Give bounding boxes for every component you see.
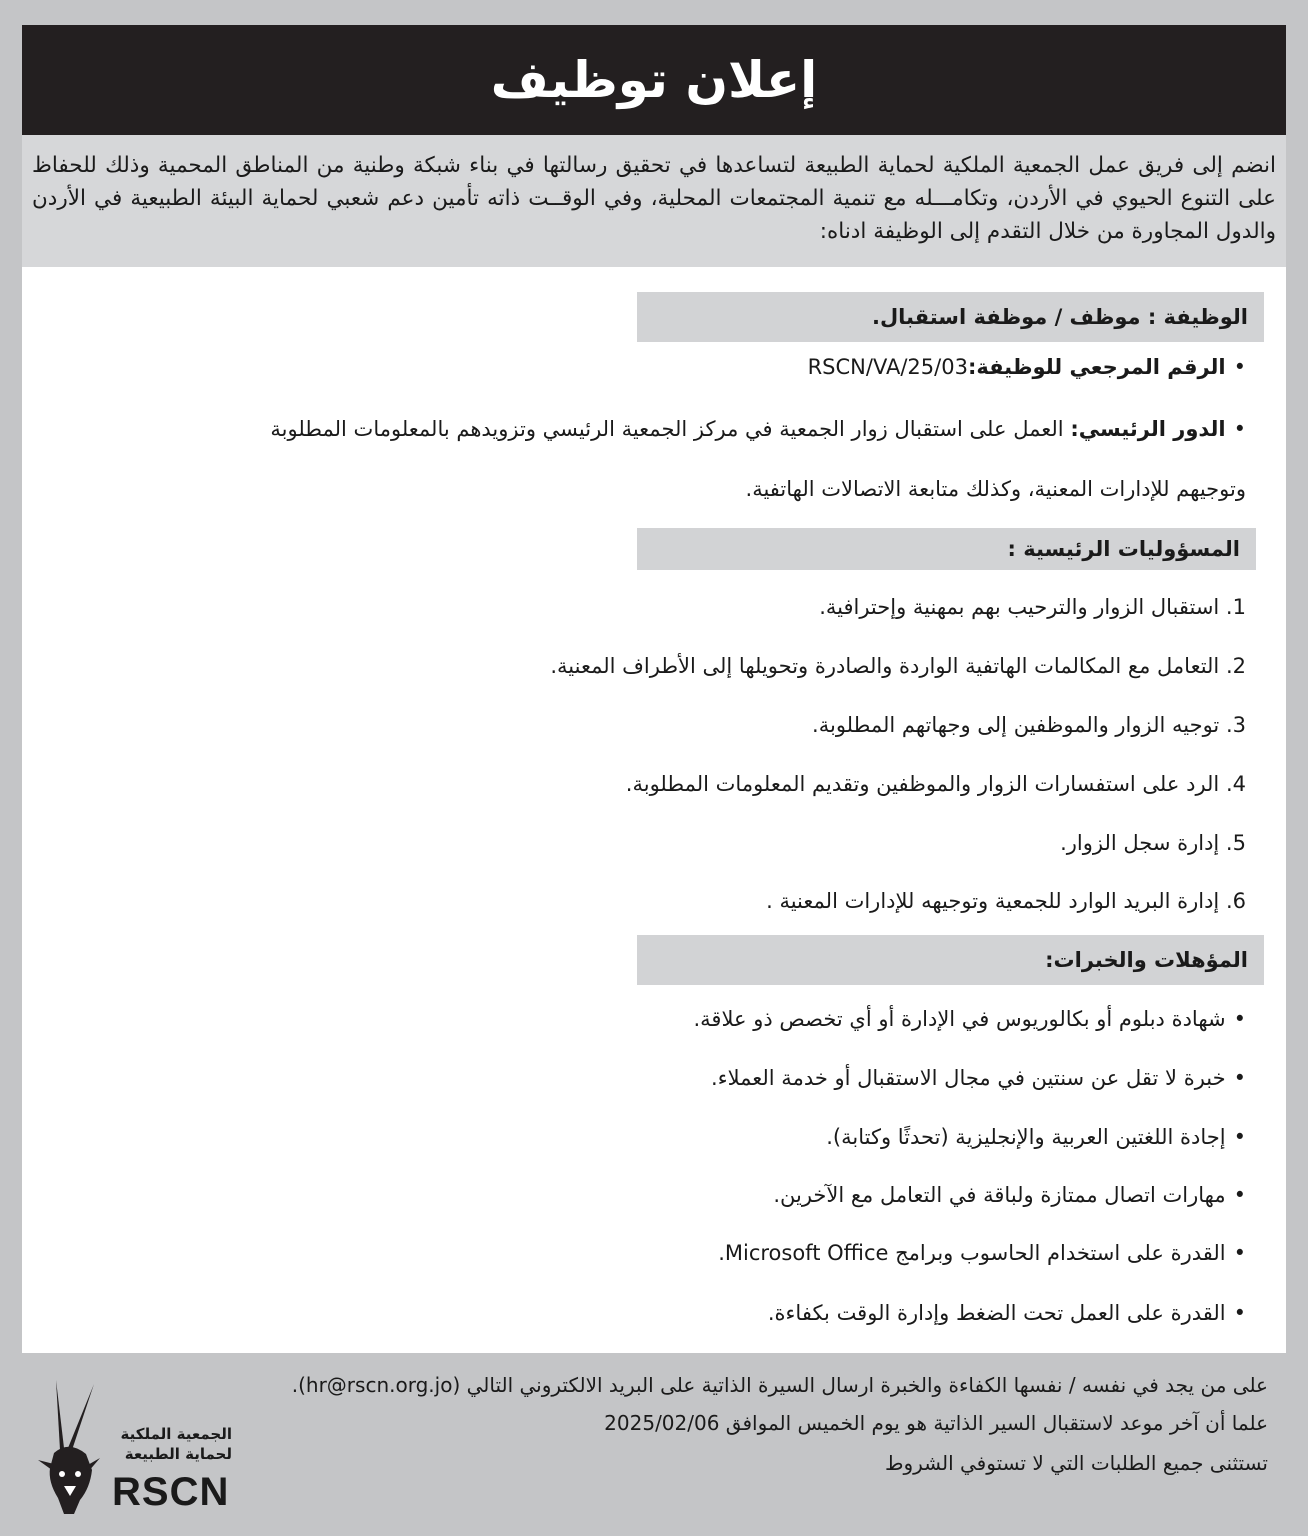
qualification-item	[768, 1301, 1246, 1325]
logo-arabic-line-2: لحماية الطبيعة	[124, 1445, 232, 1463]
bullet-icon: •	[1233, 417, 1246, 441]
qualification-text: القدرة على العمل تحت الضغط وإدارة الوقت بكفاءة.	[767, 1301, 1226, 1325]
page-title: إعلان توظيف	[490, 51, 818, 109]
qualification-text: القدرة على استخدام الحاسوب وبرامج Microsoft Office.	[718, 1241, 1226, 1265]
qualification-text: خبرة لا تقل عن سنتين في مجال الاستقبال أو خدمة العملاء.	[711, 1066, 1226, 1090]
footer-apply-line: على من يجد في نفسه / نفسها الكفاءة والخبرة ارسال السيرة الذاتية على البريد الالكتروني التالي (hr@rscn.org.jo).	[291, 1373, 1268, 1397]
bullet-icon: •	[1233, 1301, 1246, 1325]
qualification-item	[826, 1125, 1246, 1149]
responsibility-item: 6. إدارة البريد الوارد للجمعية وتوجيهه للإدارات المعنية .	[766, 889, 1246, 913]
qualification-item	[694, 1007, 1247, 1031]
bullet-icon: •	[1233, 1125, 1246, 1149]
reference-line	[808, 355, 1246, 379]
responsibility-item: 5. إدارة سجل الزوار.	[1060, 831, 1246, 855]
rscn-logo	[34, 1378, 234, 1518]
bullet-icon: •	[1233, 1241, 1246, 1265]
qualifications-heading: المؤهلات والخبرات:	[637, 935, 1264, 985]
oryx-icon	[34, 1378, 104, 1518]
responsibilities-heading: المسؤوليات الرئيسية :	[637, 528, 1256, 570]
bullet-icon: •	[1233, 1183, 1246, 1207]
ad-frame	[22, 25, 1286, 1353]
job-title-heading: الوظيفة : موظف / موظفة استقبال.	[637, 292, 1264, 342]
responsibility-item: 3. توجيه الزوار والموظفين إلى وجهاتهم المطلوبة.	[812, 713, 1246, 737]
qualification-text: مهارات اتصال ممتازة ولباقة في التعامل مع الآخرين.	[773, 1183, 1226, 1207]
reference-label: الرقم المرجعي للوظيفة:	[967, 355, 1226, 379]
footer-deadline-line: علما أن آخر موعد لاستقبال السير الذاتية هو يوم الخميس الموافق 2025/02/06	[604, 1411, 1268, 1435]
qualification-item	[711, 1066, 1246, 1090]
main-role-label: الدور الرئيسي:	[1070, 417, 1226, 441]
main-role-text: العمل على استقبال زوار الجمعية في مركز الجمعية الرئيسي وتزويدهم بالمعلومات المطلوبة	[270, 417, 1064, 441]
qualification-item	[718, 1241, 1246, 1265]
qualification-text: إجادة اللغتين العربية والإنجليزية (تحدثًا وكتابة).	[826, 1125, 1226, 1149]
qualification-text: شهادة دبلوم أو بكالوريوس في الإدارة أو أي تخصص ذو علاقة.	[693, 1007, 1226, 1031]
bullet-icon: •	[1233, 1066, 1246, 1090]
logo-arabic-text	[112, 1424, 232, 1464]
title-bar	[22, 25, 1286, 135]
responsibility-item: 4. الرد على استفسارات الزوار والموظفين وتقديم المعلومات المطلوبة.	[625, 772, 1246, 796]
reference-value: RSCN/VA/25/03	[807, 355, 968, 379]
footer-conditions-line: تستثنى جميع الطلبات التي لا تستوفي الشروط	[884, 1451, 1268, 1475]
logo-arabic-line-1: الجمعية الملكية	[120, 1425, 232, 1443]
responsibility-item: 1. استقبال الزوار والترحيب بهم بمهنية وإحترافية.	[819, 595, 1246, 619]
main-role-line-1	[270, 417, 1246, 441]
main-role-line-2: وتوجيهم للإدارات المعنية، وكذلك متابعة الاتصالات الهاتفية.	[745, 477, 1246, 501]
bullet-icon: •	[1233, 355, 1246, 379]
intro-paragraph: انضم إلى فريق عمل الجمعية الملكية لحماية الطبيعة لتساعدها في تحقيق رسالتها في بناء شبكة وطنية من المناطق المحمية وذلك للحفاظ على التنوع الحيوي في الأردن، وتكامـــله مع تنمية المجتمعات المحلية، وفي الوقــت ذاته تأمين دعم شعبي لحماية البيئة الطبيعية في الأردن والدول المجاورة من خلال التقدم إلى الوظيفة ادناه:	[22, 135, 1286, 267]
responsibility-item: 2. التعامل مع المكالمات الهاتفية الواردة والصادرة وتحويلها إلى الأطراف المعنية.	[550, 654, 1246, 678]
bullet-icon: •	[1233, 1007, 1246, 1031]
qualification-item	[773, 1183, 1246, 1207]
logo-english-text: RSCN	[112, 1470, 230, 1514]
